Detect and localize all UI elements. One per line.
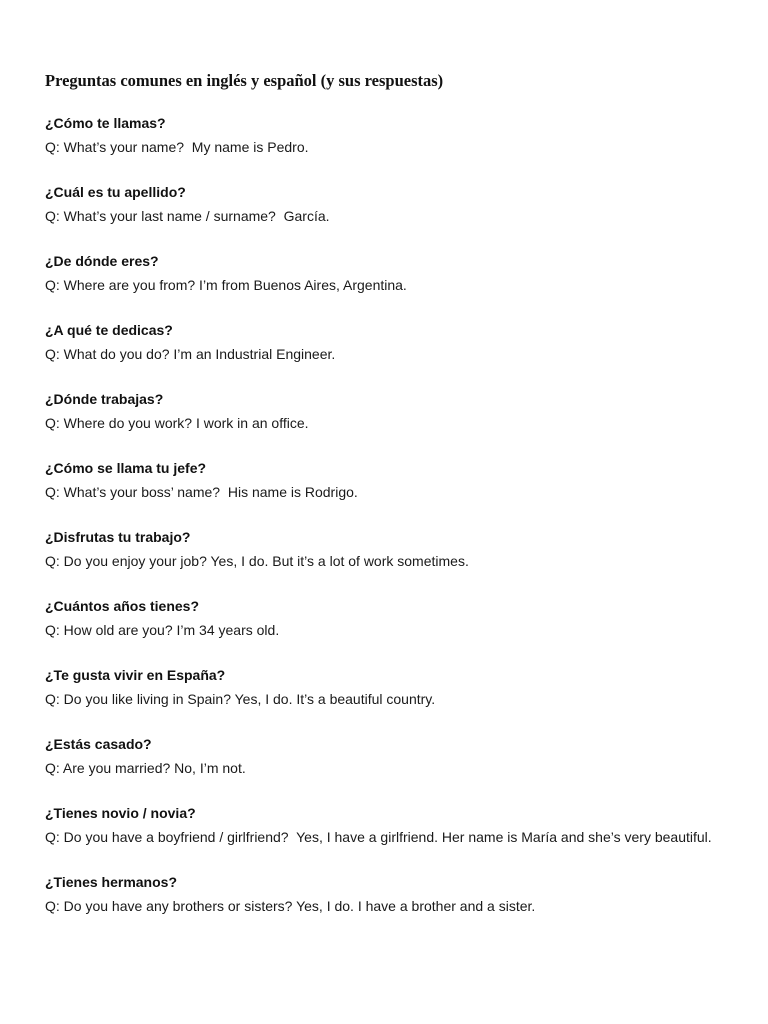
qa-item <box>45 663 725 712</box>
question-text: ¿Dónde trabajas? <box>45 391 164 407</box>
document-title: Preguntas comunes en inglés y español (y sus respuestas) <box>45 71 444 90</box>
qa-item <box>45 456 725 505</box>
answer-text: Q: Are you married? No, I’m not. <box>45 760 246 776</box>
qa-item <box>45 801 725 850</box>
question-text: ¿Tienes novio / novia? <box>45 805 196 821</box>
document-page <box>45 68 725 939</box>
qa-item <box>45 249 725 298</box>
qa-item <box>45 387 725 436</box>
answer-text: Q: What’s your boss’ name? His name is Rodrigo. <box>45 484 358 500</box>
answer-text: Q: What’s your last name / surname? García. <box>45 208 330 224</box>
question-text: ¿Te gusta vivir en España? <box>45 667 226 683</box>
question-text: ¿Tienes hermanos? <box>45 874 178 890</box>
question-text: ¿Cómo se llama tu jefe? <box>45 460 207 476</box>
answer-text: Q: Do you have any brothers or sisters? Yes, I do. I have a brother and a sister. <box>45 898 536 914</box>
question-text: ¿Disfrutas tu trabajo? <box>45 529 191 545</box>
question-text: ¿Cuál es tu apellido? <box>45 184 186 200</box>
question-text: ¿A qué te dedicas? <box>45 322 173 338</box>
answer-text: Q: Where are you from? I’m from Buenos Aires, Argentina. <box>45 277 407 293</box>
answer-text: Q: Where do you work? I work in an office. <box>45 415 309 431</box>
question-text: ¿Cuántos años tienes? <box>45 598 200 614</box>
qa-item <box>45 180 725 229</box>
qa-item <box>45 525 725 574</box>
answer-text: Q: How old are you? I’m 34 years old. <box>45 622 280 638</box>
question-text: ¿Cómo te llamas? <box>45 115 166 131</box>
answer-text: Q: Do you have a boyfriend / girlfriend? Yes, I have a girlfriend. Her name is María and she’s very beautiful. <box>45 829 712 845</box>
answer-text: Q: What’s your name? My name is Pedro. <box>45 139 309 155</box>
qa-item <box>45 111 725 160</box>
qa-item <box>45 732 725 781</box>
answer-text: Q: What do you do? I’m an Industrial Engineer. <box>45 346 336 362</box>
qa-item <box>45 594 725 643</box>
answer-text: Q: Do you enjoy your job? Yes, I do. But it’s a lot of work sometimes. <box>45 553 469 569</box>
qa-item <box>45 318 725 367</box>
answer-text: Q: Do you like living in Spain? Yes, I do. It’s a beautiful country. <box>45 691 436 707</box>
question-text: ¿De dónde eres? <box>45 253 159 269</box>
question-text: ¿Estás casado? <box>45 736 152 752</box>
qa-item <box>45 870 725 919</box>
